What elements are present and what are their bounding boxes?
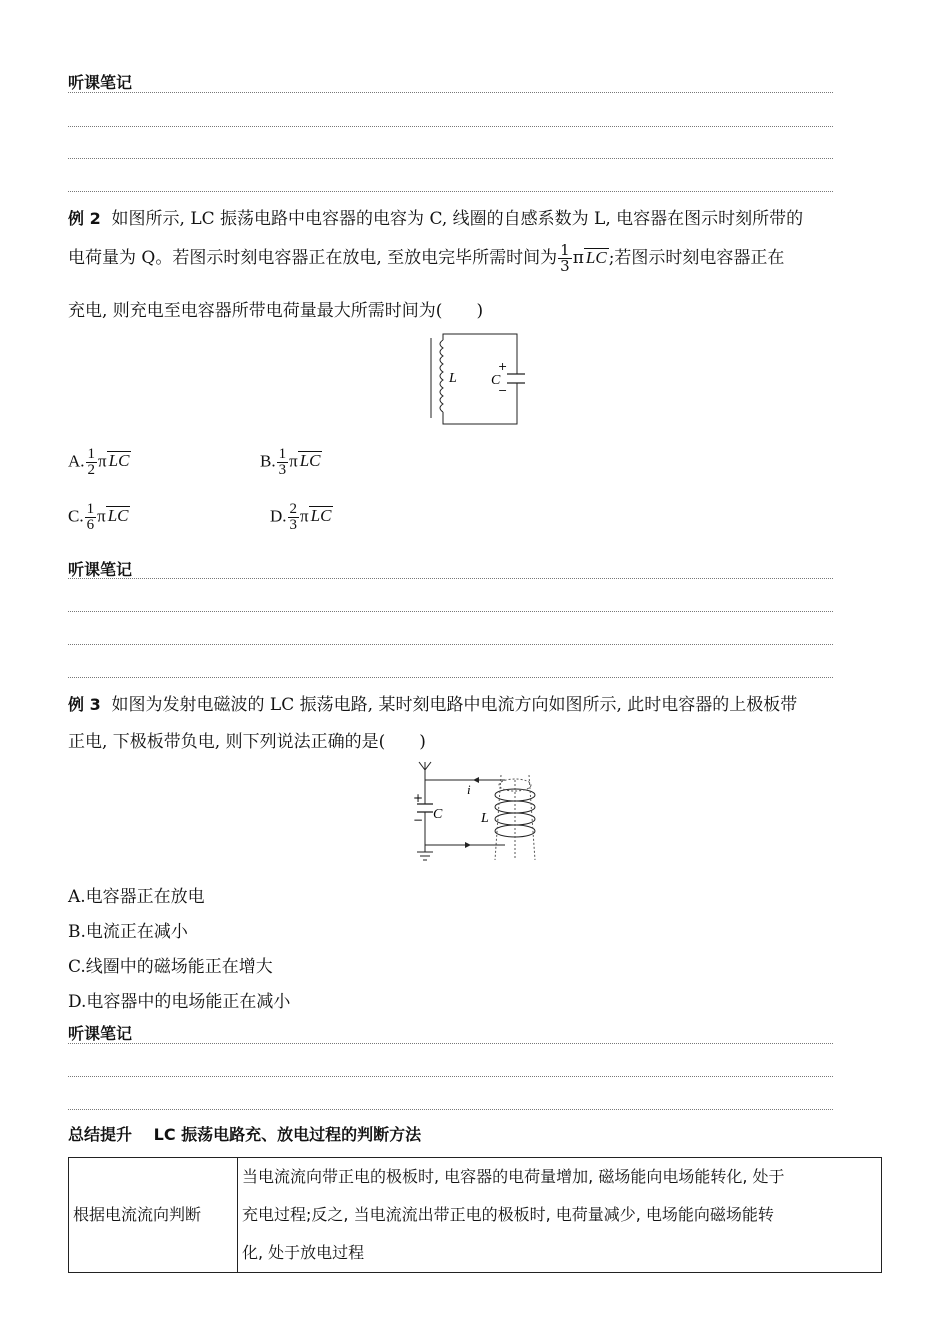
note-line [68,158,833,159]
notes-heading-1: 听课笔记 [68,73,133,92]
note-line [68,1043,833,1044]
example2-line3: 充电, 则充电至电容器所带电荷量最大所需时间为( ) [68,301,484,321]
example3-line1 [68,690,797,715]
capacitor-label: C [433,807,443,822]
inductor-label: L [449,371,457,386]
example2-text1: 如图所示, LC 振荡电路中电容器的电容为 C, 线圈的自感系数为 L, 电容器在图示时刻所带的 [111,209,804,229]
example3-line2: 正电, 下极板带负电, 则下列说法正确的是( ) [68,732,426,752]
option-a[interactable]: A.电容器正在放电 [68,887,205,907]
table-row [69,1158,882,1273]
notes-heading-3: 听课笔记 [68,1024,133,1043]
row-header: 根据电流流向判断 [69,1158,238,1273]
option-c[interactable]: C.线圈中的磁场能正在增大 [68,957,273,977]
note-line [68,1109,833,1110]
option-c[interactable]: C. $\frac{1}{6}$ π LC [68,501,129,533]
example2-label: 例 2 [68,209,101,228]
note-line [68,611,833,612]
example3-label: 例 3 [68,695,101,714]
note-line [68,677,833,678]
capacitor-label: C [491,373,501,388]
option-d[interactable]: D.电容器中的电场能正在减小 [68,992,291,1012]
option-a[interactable]: A. $\frac{1}{2}$ π LC [68,446,130,478]
minus-sign: − [498,384,508,397]
notes-heading-2: 听课笔记 [68,560,133,579]
note-line [68,1076,833,1077]
note-line [68,644,833,645]
example2-text2b: 若图示时刻电容器正在 [614,248,785,268]
summary-title: 总结提升 [68,1125,133,1144]
minus-sign: − [413,813,424,827]
plus-sign: + [413,791,424,805]
plus-sign: + [498,360,508,373]
sqrt-lc: LC [585,248,607,267]
note-line [68,578,833,579]
summary-heading [68,1122,421,1145]
given-fraction: $\frac{1}{3}$ [560,241,570,275]
option-b[interactable]: B.电流正在减小 [68,922,188,942]
note-line [68,126,833,127]
example2-line1 [68,204,803,229]
inductor-label: L [481,811,489,826]
example2-line2: 电荷量为 Q。若图示时刻电容器正在放电, 至放电完毕所需时间为 $\frac{1}{3}$ π LC ;若图示时刻电容器正在 [68,241,785,275]
note-line [68,191,833,192]
option-b[interactable]: B. $\frac{1}{3}$ π LC [260,446,321,478]
example3-text1: 如图为发射电磁波的 LC 振荡电路, 某时刻电路中电流方向如图所示, 此时电容器的上极板带 [111,695,798,715]
lc-circuit-figure [425,330,525,428]
current-label: i [467,782,471,797]
example2-text2: 电荷量为 Q。若图示时刻电容器正在放电, 至放电完毕所需时间为 [68,248,558,268]
option-d[interactable]: D. $\frac{2}{3}$ π LC [270,501,332,533]
summary-subtitle: LC 振荡电路充、放电过程的判断方法 [153,1125,422,1144]
antenna-lc-figure [405,760,545,868]
summary-table [68,1157,882,1273]
row-content: 当电流流向带正电的极板时, 电容器的电荷量增加, 磁场能向电场能转化, 处于 充电过程;反之, 当电流流出带正电的极板时, 电荷量减少, 电场能向磁场能转 化, 处于放电过程 [238,1158,882,1273]
note-line [68,92,833,93]
